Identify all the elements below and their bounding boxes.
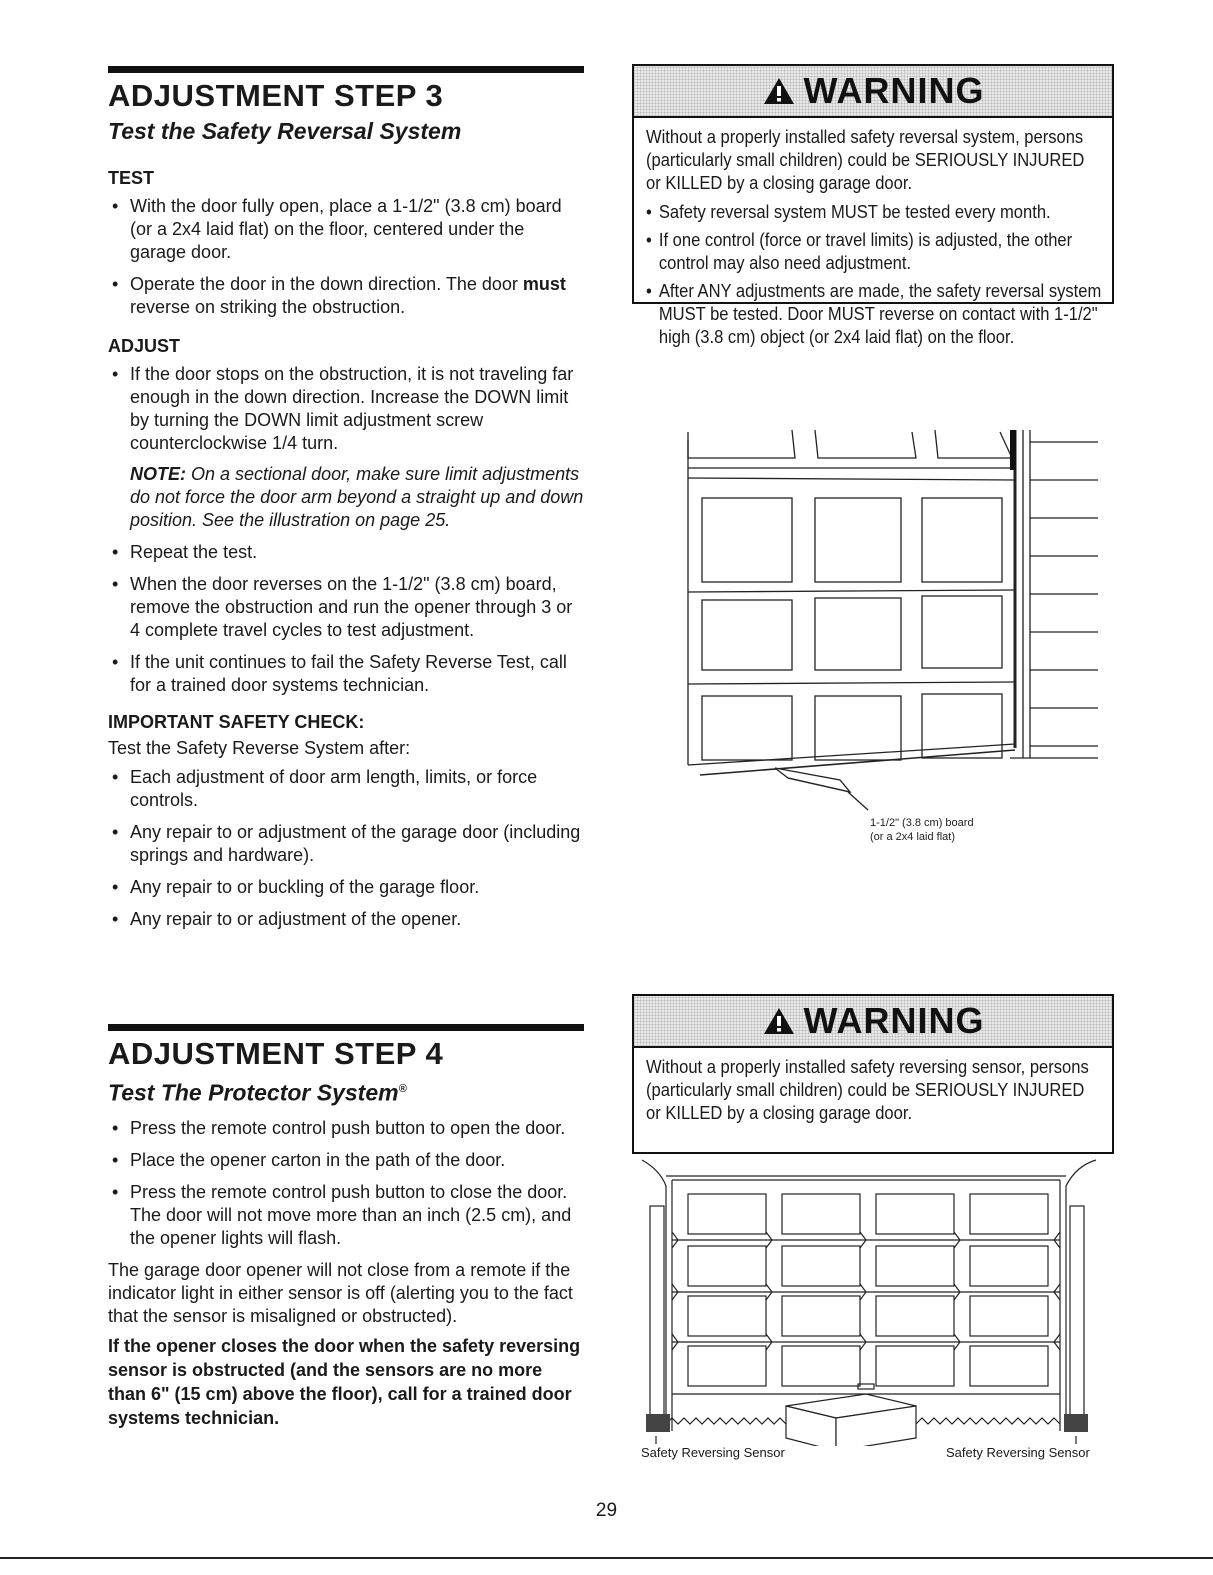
list-item: • Each adjustment of door arm length, limits, or force controls.: [108, 766, 584, 812]
step4-bold-paragraph: If the opener closes the door when the safety reversing sensor is obstructed (and the sensors are no more than 6" (15 cm) above the floor), call for a trained door systems technician.: [108, 1335, 581, 1428]
bottom-rule: [0, 1557, 1213, 1559]
list-item: • After ANY adjustments are made, the safety reversal system MUST be tested. Door MUST reverse on contact with 1-1/2" high (3.8 cm) object (or 2x4 laid flat) on the floor.: [646, 280, 1110, 349]
step4-list: [108, 1117, 584, 1250]
list-item: • If one control (force or travel limits) is adjusted, the other control may also need adjustment.: [646, 229, 1110, 275]
test-list: [108, 195, 584, 319]
list-item: • If the unit continues to fail the Safety Reverse Test, call for a trained door systems technician.: [108, 651, 584, 697]
warning-title: WARNING: [803, 70, 985, 111]
warning-header: [634, 996, 1112, 1048]
list-item: • Any repair to or adjustment of the opener.: [108, 908, 584, 931]
step4-subtitle: Test The Protector System®: [108, 1079, 407, 1106]
warning-header: [634, 66, 1112, 118]
safety-heading: IMPORTANT SAFETY CHECK:: [108, 712, 365, 732]
warning-title: WARNING: [803, 1000, 985, 1041]
warning-list: [646, 201, 1100, 349]
adjust-list: [108, 363, 584, 697]
list-item: • When the door reverses on the 1-1/2" (3.8 cm) board, remove the obstruction and run the opener through 3 or 4 complete travel cycles to test adjustment.: [108, 573, 584, 642]
warning-intro: Without a properly installed safety reversing sensor, persons (particularly small children) could be SERIOUSLY INJURED or KILLED by a closing garage door.: [646, 1057, 1089, 1123]
list-item: • Press the remote control push button to close the door. The door will not move more than an inch (2.5 cm), and the opener lights will flash.: [108, 1181, 584, 1250]
list-item: • Any repair to or buckling of the garage floor.: [108, 876, 584, 899]
note: NOTE: On a sectional door, make sure limit adjustments do not force the door arm beyond a straight up and down position. See the illustration on page 25.: [130, 464, 584, 530]
list-item: • If the door stops on the obstruction, it is not traveling far enough in the down direction. Increase the DOWN limit by turning the DOWN limit adjustment screw counterclockwise 1/4 turn. NOTE: On a sectional door, make sure limit adjustments do not force the door arm beyond a straight up and down position. See the illustration on page 25.: [108, 363, 584, 532]
warning-box-1: [632, 64, 1114, 347]
warning-intro: Without a properly installed safety reversal system, persons (particularly small children) could be SERIOUSLY INJURED or KILLED by a closing garage door.: [646, 127, 1085, 193]
step4-title: ADJUSTMENT STEP 4: [108, 1036, 444, 1071]
list-item: • Any repair to or adjustment of the garage door (including springs and hardware).: [108, 821, 584, 867]
warning-body: [634, 118, 1112, 364]
safety-intro: Test the Safety Reverse System after:: [108, 738, 411, 758]
warning-triangle-icon: [762, 1006, 796, 1036]
garage-door-board-illustration: [680, 420, 1100, 820]
step4-section: [108, 1024, 584, 1430]
warning-box-2: [632, 994, 1114, 1154]
list-item: • Place the opener carton in the path of the door.: [108, 1149, 584, 1172]
board-caption: 1-1/2" (3.8 cm) board (or a 2x4 laid flat): [870, 817, 974, 843]
page-number: 29: [595, 1500, 618, 1521]
step3-title: ADJUSTMENT STEP 3: [108, 78, 444, 113]
left-sensor-label: Safety Reversing Sensor: [641, 1445, 785, 1460]
list-item: • Safety reversal system MUST be tested every month.: [646, 201, 1110, 224]
list-item: • Repeat the test.: [108, 541, 584, 564]
step3-subtitle: Test the Safety Reversal System: [108, 118, 462, 144]
list-item: • Press the remote control push button to open the door.: [108, 1117, 584, 1140]
warning-body: [634, 1048, 1112, 1141]
right-sensor-label: Safety Reversing Sensor: [946, 1445, 1090, 1460]
safety-sensor-illustration: [636, 1156, 1106, 1446]
adjust-heading: ADJUST: [108, 336, 181, 356]
safety-list: [108, 766, 584, 931]
step3-section: [108, 66, 584, 940]
list-item: • With the door fully open, place a 1-1/2" (3.8 cm) board (or a 2x4 laid flat) on the floor, centered under the garage door.: [108, 195, 584, 264]
warning-triangle-icon: [762, 76, 796, 106]
test-heading: TEST: [108, 168, 155, 188]
list-item: • Operate the door in the down direction. The door must reverse on striking the obstruction.: [108, 273, 584, 319]
section-rule: [108, 1024, 584, 1031]
section-rule: [108, 66, 584, 73]
step4-paragraph: The garage door opener will not close from a remote if the indicator light in either sensor is off (alerting you to the fact that the sensor is misaligned or obstructed).: [108, 1259, 573, 1326]
